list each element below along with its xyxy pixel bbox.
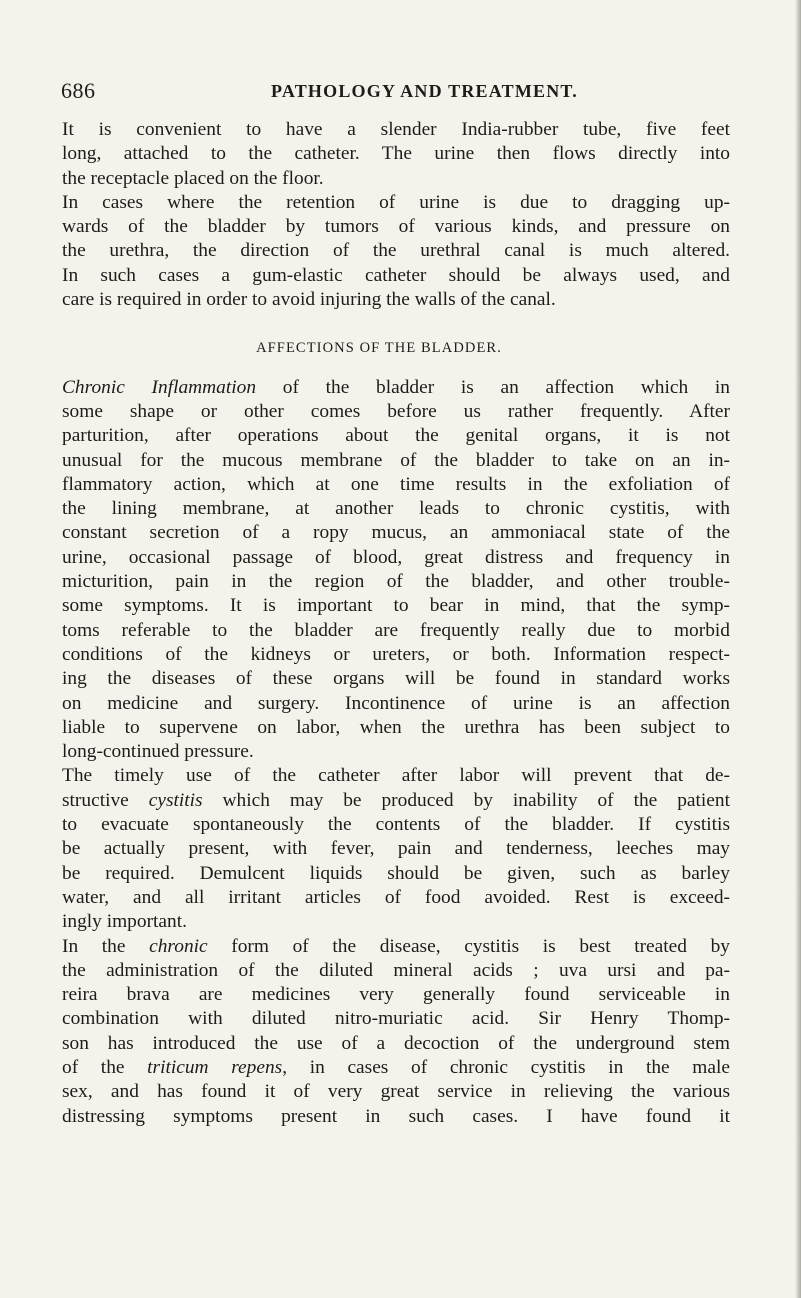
text-line: be actually present, with fever, pain and tenderness, leeches may (62, 838, 730, 860)
body-text (62, 118, 730, 1129)
page-edge-shadow (795, 0, 801, 1298)
text-line: micturition, pain in the region of the bladder, and other trouble- (62, 571, 730, 593)
text-line: to evacuate spontaneously the contents of the bladder. If cystitis (62, 814, 730, 836)
text-line: the urethra, the direction of the urethral canal is much altered. (62, 240, 730, 262)
text-line (62, 1056, 730, 1080)
text-line: parturition, after operations about the genital organs, it is not (62, 425, 730, 447)
text-line: ing the diseases of these organs will be found in standard works (62, 668, 730, 690)
text-run: form of the disease, cystitis is best treated by (207, 935, 730, 957)
text-line (62, 376, 730, 400)
text-run: of the (62, 1056, 148, 1078)
running-head (61, 78, 581, 102)
text-line (62, 789, 730, 813)
italic-term: chronic (149, 935, 208, 957)
text-line (62, 935, 730, 959)
text-line: conditions of the kidneys or ureters, or both. Information respect- (62, 643, 730, 665)
text-run: In the (62, 935, 150, 957)
text-run: which may be produced by inability of the patient (202, 789, 730, 811)
text-line: The timely use of the catheter after labor will prevent that de- (62, 765, 730, 787)
page-number: 686 (61, 78, 96, 103)
italic-term: Chronic Inflammation (62, 376, 257, 398)
text-line: combination with diluted nitro-muriatic acid. Sir Henry Thomp- (62, 1008, 730, 1030)
text-line: liable to supervene on labor, when the urethra has been subject to (62, 716, 730, 738)
text-line: water, and all irritant articles of food avoided. Rest is exceed- (62, 886, 730, 908)
text-line: urine, occasional passage of blood, great distress and frequency in (62, 546, 730, 568)
text-line: toms referable to the bladder are frequently really due to morbid (62, 619, 730, 641)
text-line: ingly important. (62, 911, 187, 933)
text-line: son has introduced the use of a decoction of the underground stem (62, 1032, 730, 1054)
text-line: some shape or other comes before us rather frequently. After (62, 400, 730, 422)
text-line: constant secretion of a ropy mucus, an ammoniacal state of the (62, 522, 730, 544)
text-line: unusual for the mucous membrane of the bladder to take on an in- (62, 449, 730, 471)
text-line: distressing symptoms present in such cases. I have found it (62, 1105, 730, 1127)
text-line: In cases where the retention of urine is due to dragging up- (62, 191, 730, 213)
text-line: the administration of the diluted mineral acids ; uva ursi and pa- (62, 959, 730, 981)
text-line: care is required in order to avoid injuring the walls of the canal. (62, 289, 556, 311)
text-run: , in cases of chronic cystitis in the male (282, 1056, 730, 1078)
italic-term: triticum repens (147, 1056, 283, 1078)
text-line: In such cases a gum-elastic catheter should be always used, and (62, 264, 730, 286)
text-line: on medicine and surgery. Incontinence of urine is an affection (62, 692, 730, 714)
section-heading: AFFECTIONS OF THE BLADDER. (256, 340, 502, 357)
text-line: long, attached to the catheter. The urine then flows directly into (62, 143, 730, 165)
text-line: the receptacle placed on the floor. (62, 167, 324, 189)
text-line: wards of the bladder by tumors of various kinds, and pressure on (62, 216, 730, 238)
running-head-title: PATHOLOGY AND TREATMENT. (271, 81, 578, 101)
text-line: some symptoms. It is important to bear in mind, that the symp- (62, 595, 730, 617)
italic-term: cystitis (148, 789, 203, 811)
text-line: sex, and has found it of very great service in relieving the various (62, 1081, 730, 1103)
text-run: structive (62, 789, 149, 811)
text-line: be required. Demulcent liquids should be given, such as barley (62, 862, 730, 884)
text-line: reira brava are medicines very generally found serviceable in (62, 984, 730, 1006)
text-line: It is convenient to have a slender India-rubber tube, five feet (62, 119, 730, 140)
text-line: long-continued pressure. (62, 741, 254, 763)
text-line: the lining membrane, at another leads to chronic cystitis, with (62, 498, 730, 520)
text-run: of the bladder is an affection which in (256, 376, 730, 398)
text-line: flammatory action, which at one time results in the exfoliation of (62, 473, 730, 495)
